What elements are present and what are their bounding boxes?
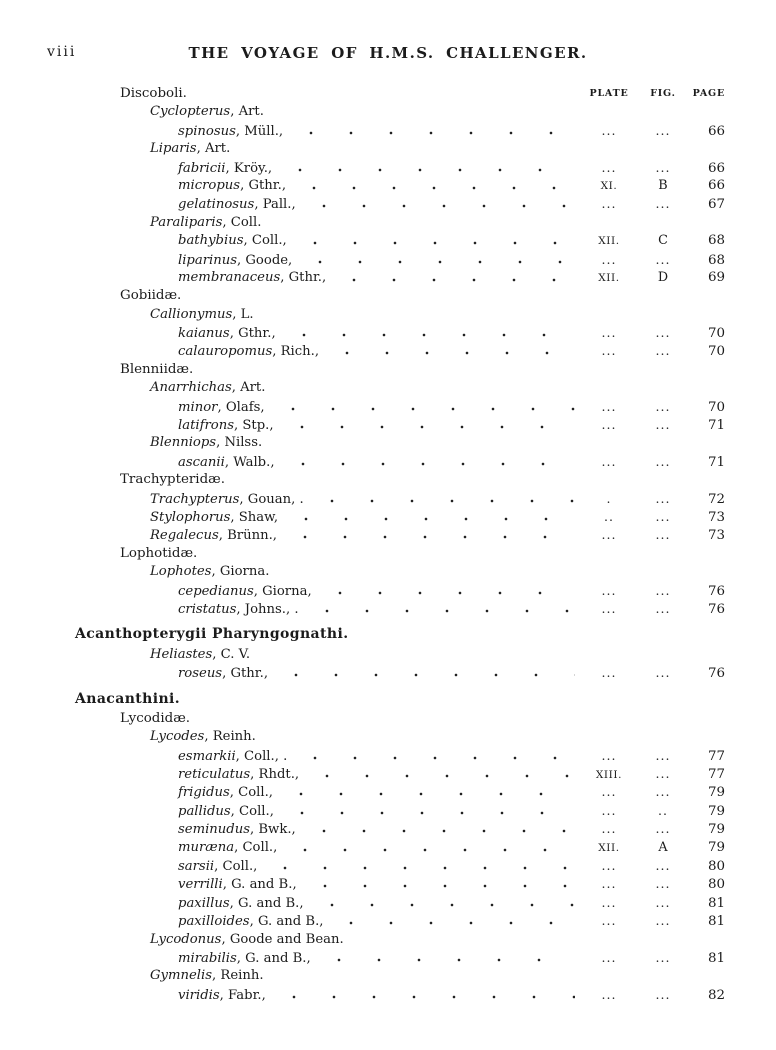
plate-ref: ... xyxy=(601,600,617,616)
fig-ref: ... xyxy=(655,343,671,359)
page-number: 73 xyxy=(707,528,725,544)
dot-leader xyxy=(274,986,575,1004)
fig-ref: .. xyxy=(658,802,668,818)
taxon-name: Lycodonus, Goode and Bean. xyxy=(150,931,344,947)
toc-row xyxy=(0,269,776,287)
plate-ref: ... xyxy=(601,417,617,433)
page-number: 66 xyxy=(707,177,725,193)
toc-row xyxy=(0,894,776,912)
page-number: 82 xyxy=(707,987,725,1003)
dot-leader xyxy=(273,398,575,416)
fig-ref: ... xyxy=(655,398,671,414)
plate-ref: ... xyxy=(601,453,617,469)
fig-ref: ... xyxy=(655,122,671,138)
taxon-name: verrilli, G. and B., xyxy=(178,877,297,893)
index-rows xyxy=(0,85,776,1004)
column-header-page: PAGE xyxy=(692,88,725,99)
plate-ref: ... xyxy=(601,325,617,341)
taxon-name: ascanii, Walb., xyxy=(178,454,275,470)
taxon-name: latifrons, Stp., xyxy=(178,418,274,434)
plate-ref: ... xyxy=(601,949,617,965)
toc-row xyxy=(0,646,776,664)
plate-ref: XII. xyxy=(598,271,620,284)
toc-row xyxy=(0,379,776,397)
page-number: 70 xyxy=(707,326,725,342)
plate-ref: ... xyxy=(601,343,617,359)
dot-leader xyxy=(294,177,575,195)
plate-ref: ... xyxy=(601,398,617,414)
toc-row xyxy=(0,747,776,765)
fig-ref: ... xyxy=(655,159,671,175)
toc-row xyxy=(0,986,776,1004)
toc-row xyxy=(0,306,776,324)
taxon-name: Blenniidæ. xyxy=(120,361,194,377)
page-number: 77 xyxy=(707,767,725,783)
fig-ref: ... xyxy=(655,858,671,874)
plate-ref: ... xyxy=(601,159,617,175)
taxon-name: cepedianus, Giorna, xyxy=(178,583,312,599)
folio-number: viii xyxy=(47,44,77,60)
column-header-plate: PLATE xyxy=(589,88,629,99)
toc-row xyxy=(0,600,776,618)
dot-leader xyxy=(312,490,575,508)
dot-leader xyxy=(334,269,575,287)
page-number: 67 xyxy=(707,197,725,213)
taxon-name: Lophotes, Giorna. xyxy=(150,564,270,580)
toc-row xyxy=(0,949,776,967)
taxon-name: micropus, Gthr., xyxy=(178,177,287,193)
taxon-name: Acanthopterygii Pharyngognathi. xyxy=(75,626,349,643)
dot-leader xyxy=(300,251,575,269)
dot-leader xyxy=(295,747,575,765)
dot-leader xyxy=(284,324,575,342)
plate-ref: ... xyxy=(601,582,617,598)
page-number: 79 xyxy=(707,839,725,855)
toc-row xyxy=(0,490,776,508)
taxon-name: paxilloides, G. and B., xyxy=(178,914,324,930)
page-number: 79 xyxy=(707,785,725,801)
toc-row xyxy=(0,471,776,489)
toc-row xyxy=(0,857,776,875)
toc-row xyxy=(0,563,776,581)
dot-leader xyxy=(307,600,575,618)
running-title: THE VOYAGE OF H.M.S. CHALLENGER. xyxy=(188,44,588,62)
toc-row xyxy=(0,839,776,857)
plate-ref: ... xyxy=(601,802,617,818)
fig-ref: ... xyxy=(655,949,671,965)
plate-ref: ... xyxy=(601,747,617,763)
toc-row xyxy=(0,625,776,643)
page-number: 73 xyxy=(707,509,725,525)
fig-ref: ... xyxy=(655,747,671,763)
toc-row xyxy=(0,690,776,708)
page-number: 80 xyxy=(707,877,725,893)
taxon-name: viridis, Fabr., xyxy=(178,987,266,1003)
taxon-name: Gobiidæ. xyxy=(120,288,182,304)
toc-row xyxy=(0,324,776,342)
taxon-name: Lophotidæ. xyxy=(120,545,198,561)
fig-ref: ... xyxy=(655,325,671,341)
taxon-name: Liparis, Art. xyxy=(150,141,231,157)
taxon-name: seminudus, Bwk., xyxy=(178,822,296,838)
page-number: 76 xyxy=(707,583,725,599)
plate-ref: ... xyxy=(601,986,617,1002)
taxon-name: fabricii, Kröy., xyxy=(178,160,273,176)
column-headers xyxy=(0,85,776,103)
taxon-name: gelatinosus, Pall., xyxy=(178,197,296,213)
page-number: 77 xyxy=(707,748,725,764)
toc-row xyxy=(0,728,776,746)
page-number: 71 xyxy=(707,418,725,434)
plate-ref: ... xyxy=(601,913,617,929)
page-number: 79 xyxy=(707,803,725,819)
toc-row xyxy=(0,765,776,783)
taxon-name: Paraliparis, Coll. xyxy=(150,214,262,230)
taxon-name: Heliastes, C. V. xyxy=(150,646,251,662)
fig-ref: ... xyxy=(655,784,671,800)
taxon-name: Trachypteridæ. xyxy=(120,472,225,488)
page-number: 76 xyxy=(707,666,725,682)
dot-leader xyxy=(282,416,575,434)
taxon-name: roseus, Gthr., xyxy=(178,666,269,682)
page-number: 68 xyxy=(707,233,725,249)
toc-row xyxy=(0,664,776,682)
dot-leader xyxy=(285,526,575,544)
taxon-name: Regalecus, Brünn., xyxy=(150,528,277,544)
toc-row xyxy=(0,361,776,379)
toc-row xyxy=(0,967,776,985)
fig-ref: ... xyxy=(655,417,671,433)
page-number: 81 xyxy=(707,895,725,911)
toc-row xyxy=(0,802,776,820)
page-number: 68 xyxy=(707,252,725,268)
plate-ref: ... xyxy=(601,821,617,837)
taxon-name: muræna, Coll., xyxy=(178,839,278,855)
plate-ref: . xyxy=(606,490,612,506)
fig-ref: ... xyxy=(655,665,671,681)
plate-ref: ... xyxy=(601,527,617,543)
plate-ref: XII. xyxy=(598,841,620,854)
toc-row xyxy=(0,526,776,544)
fig-ref: ... xyxy=(655,766,671,782)
dot-leader xyxy=(283,453,575,471)
taxon-name: Stylophorus, Shaw, xyxy=(150,509,279,525)
page-number: 80 xyxy=(707,859,725,875)
taxon-name: minor, Olafs, xyxy=(178,399,265,415)
fig-ref: ... xyxy=(655,453,671,469)
fig-ref: ... xyxy=(655,913,671,929)
fig-ref: B xyxy=(658,177,668,193)
dot-leader xyxy=(285,839,575,857)
plate-ref: ... xyxy=(601,894,617,910)
plate-ref: ... xyxy=(601,784,617,800)
taxon-name: Gymnelis, Reinh. xyxy=(150,968,264,984)
fig-ref: A xyxy=(658,839,668,855)
fig-ref: ... xyxy=(655,894,671,910)
toc-row xyxy=(0,453,776,471)
page-number: 69 xyxy=(707,269,725,285)
plate-ref: ... xyxy=(601,665,617,681)
toc-row xyxy=(0,232,776,250)
toc-row xyxy=(0,545,776,563)
dot-leader xyxy=(276,664,575,682)
toc-row xyxy=(0,140,776,158)
taxon-name: frigidus, Coll., xyxy=(178,785,273,801)
toc-row xyxy=(0,159,776,177)
page-number: 66 xyxy=(707,123,725,139)
page-number: 76 xyxy=(707,601,725,617)
taxon-name: pallidus, Coll., xyxy=(178,803,274,819)
page-number: 72 xyxy=(707,491,725,507)
dot-leader xyxy=(286,508,575,526)
plate-ref: XI. xyxy=(600,179,618,192)
page-number: 66 xyxy=(707,160,725,176)
taxon-name: liparinus, Goode, xyxy=(178,252,293,268)
dot-leader xyxy=(331,912,575,930)
toc-row xyxy=(0,287,776,305)
toc-row xyxy=(0,398,776,416)
dot-leader xyxy=(304,195,575,213)
dot-leader xyxy=(327,342,575,360)
fig-ref: C xyxy=(658,233,668,249)
toc-row xyxy=(0,416,776,434)
dot-leader xyxy=(281,783,575,801)
fig-ref: ... xyxy=(655,986,671,1002)
toc-row xyxy=(0,931,776,949)
toc-row xyxy=(0,508,776,526)
fig-ref: ... xyxy=(655,508,671,524)
dot-leader xyxy=(295,232,575,250)
fig-ref: ... xyxy=(655,876,671,892)
taxon-name: kaianus, Gthr., xyxy=(178,326,276,342)
toc-row xyxy=(0,195,776,213)
dot-leader xyxy=(305,875,575,893)
dot-leader xyxy=(282,802,575,820)
taxon-name: spinosus, Müll., xyxy=(178,123,284,139)
fig-ref: ... xyxy=(655,490,671,506)
plate-ref: ... xyxy=(601,251,617,267)
taxon-name: Lycodes, Reinh. xyxy=(150,729,256,745)
toc-row xyxy=(0,582,776,600)
dot-leader xyxy=(291,122,575,140)
plate-ref: ... xyxy=(601,122,617,138)
dot-leader xyxy=(312,894,575,912)
dot-leader xyxy=(280,159,575,177)
taxon-name: Trachypterus, Gouan, . xyxy=(150,491,304,507)
toc-row xyxy=(0,214,776,232)
fig-ref: ... xyxy=(655,582,671,598)
taxon-name: Callionymus, L. xyxy=(150,306,254,322)
toc-row xyxy=(0,875,776,893)
taxon-name: membranaceus, Gthr., xyxy=(178,269,327,285)
taxon-name: reticulatus, Rhdt., xyxy=(178,767,300,783)
toc-row xyxy=(0,434,776,452)
dot-leader xyxy=(307,765,575,783)
toc-row xyxy=(0,820,776,838)
taxon-name: Lycodidæ. xyxy=(120,710,191,726)
toc-row xyxy=(0,783,776,801)
plate-ref: ... xyxy=(601,858,617,874)
toc-row xyxy=(0,122,776,140)
page-number: 70 xyxy=(707,399,725,415)
taxon-name: Cyclopterus, Art. xyxy=(150,104,264,120)
fig-ref: ... xyxy=(655,251,671,267)
fig-ref: ... xyxy=(655,527,671,543)
taxon-name: Anacanthini. xyxy=(75,690,181,707)
toc-row xyxy=(0,710,776,728)
taxon-name: paxillus, G. and B., xyxy=(178,895,304,911)
fig-ref: ... xyxy=(655,821,671,837)
taxon-name: sarsii, Coll., xyxy=(178,859,258,875)
toc-row xyxy=(0,251,776,269)
taxon-name: calauropomus, Rich., xyxy=(178,344,320,360)
dot-leader xyxy=(304,820,575,838)
taxon-name: Blenniops, Nilss. xyxy=(150,435,263,451)
toc-row xyxy=(0,342,776,360)
page-number: 79 xyxy=(707,822,725,838)
page-number: 70 xyxy=(707,344,725,360)
fig-ref: ... xyxy=(655,600,671,616)
plate-ref: .. xyxy=(604,508,614,524)
toc-row xyxy=(0,177,776,195)
plate-ref: ... xyxy=(601,196,617,212)
toc-row xyxy=(0,912,776,930)
taxon-name: mirabilis, G. and B., xyxy=(178,950,311,966)
taxon-name: esmarkii, Coll., . xyxy=(178,748,288,764)
taxon-name: cristatus, Johns., . xyxy=(178,601,299,617)
taxon-name: Discoboli. xyxy=(120,86,187,101)
taxon-name: Anarrhichas, Art. xyxy=(150,380,266,396)
toc-row xyxy=(0,103,776,121)
taxon-name: bathybius, Coll., xyxy=(178,233,287,249)
plate-ref: XII. xyxy=(598,235,620,248)
fig-ref: ... xyxy=(655,196,671,212)
plate-ref: XIII. xyxy=(595,769,623,782)
dot-leader xyxy=(320,582,575,600)
index-table xyxy=(0,85,776,1004)
dot-leader xyxy=(319,949,575,967)
page-number: 71 xyxy=(707,454,725,470)
fig-ref: D xyxy=(657,269,669,285)
page-number: 81 xyxy=(707,950,725,966)
dot-leader xyxy=(265,857,575,875)
plate-ref: ... xyxy=(601,876,617,892)
column-header-fig: FIG. xyxy=(650,88,676,99)
page-number: 81 xyxy=(707,914,725,930)
